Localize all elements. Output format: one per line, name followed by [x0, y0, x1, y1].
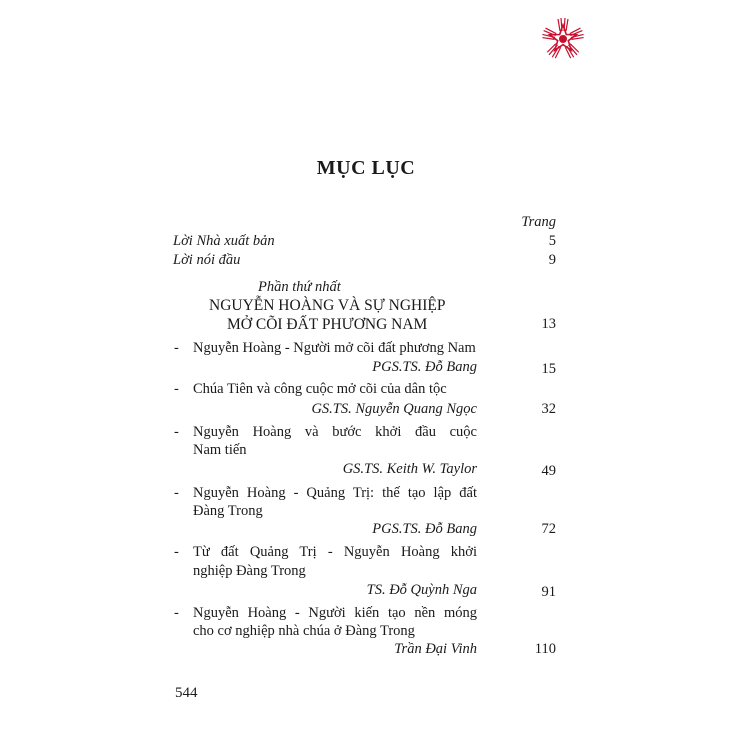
toc-entry-title: Nguyễn Hoàng - Quảng Trị: thế tạo lập đất [193, 485, 477, 501]
toc-entry-title: Chúa Tiên và công cuộc mở cõi của dân tộc [193, 381, 447, 397]
page-column-header: Trang [521, 214, 556, 230]
part-page: 13 [541, 316, 556, 332]
part-label: Phần thứ nhất [258, 279, 341, 295]
toc-front-page: 9 [548, 252, 556, 268]
toc-entry-title: Đàng Trong [193, 503, 263, 519]
bullet-dash: - [174, 605, 179, 621]
toc-entry-title: nghiệp Đàng Trong [193, 563, 306, 579]
part-title: NGUYỄN HOÀNG VÀ SỰ NGHIỆP [209, 297, 446, 314]
toc-entry-author: GS.TS. Nguyễn Quang Ngọc [311, 401, 477, 417]
toc-entry-author: TS. Đỗ Quỳnh Nga [366, 582, 477, 598]
toc-entry-author: PGS.TS. Đỗ Bang [372, 521, 477, 537]
toc-entry-page: 72 [541, 521, 556, 537]
toc-entry-page: 15 [541, 361, 556, 377]
toc-entry-page: 91 [541, 584, 556, 600]
toc-entry-author: Trần Đại Vinh [394, 641, 477, 657]
toc-entry-author: PGS.TS. Đỗ Bang [372, 359, 477, 375]
toc-entry-title: Nguyễn Hoàng và bước khởi đầu cuộc [193, 424, 477, 440]
toc-front-label: Lời nói đầu [173, 252, 241, 268]
toc-entry-author: GS.TS. Keith W. Taylor [342, 461, 477, 477]
toc-entry-page: 32 [541, 401, 556, 417]
toc-entry-title: cho cơ nghiệp nhà chúa ở Đàng Trong [193, 623, 415, 639]
bullet-dash: - [174, 544, 179, 560]
toc-entry-page: 110 [534, 641, 556, 657]
toc-front-page: 5 [548, 233, 556, 249]
toc-entry-title: Từ đất Quảng Trị - Nguyễn Hoàng khởi [193, 544, 477, 560]
page-title: MỤC LỤC [316, 157, 416, 179]
bullet-dash: - [174, 381, 179, 397]
toc-front-label: Lời Nhà xuất bản [173, 233, 275, 249]
toc-entry-page: 49 [541, 463, 556, 479]
toc-entry-title: Nguyễn Hoàng - Người kiến tạo nền móng [193, 605, 477, 621]
publisher-logo-icon [541, 17, 585, 61]
part-title: MỞ CÕI ĐẤT PHƯƠNG NAM [227, 316, 428, 333]
page-number: 544 [175, 685, 198, 701]
toc-entry-title: Nam tiến [193, 442, 247, 458]
bullet-dash: - [174, 340, 179, 356]
bullet-dash: - [174, 424, 179, 440]
toc-entry-title: Nguyễn Hoàng - Người mở cõi đất phương Nam [193, 340, 476, 356]
bullet-dash: - [174, 485, 179, 501]
